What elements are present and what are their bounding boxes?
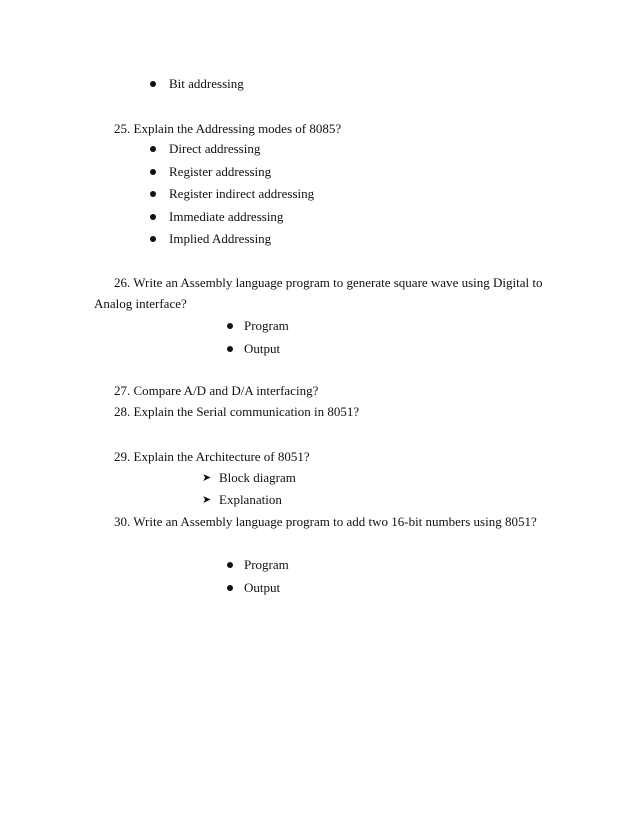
list-item: Immediate addressing xyxy=(169,209,284,224)
question-25: 25. Explain the Addressing modes of 8085? xyxy=(114,121,342,136)
question-28: 28. Explain the Serial communication in 8051? xyxy=(114,404,360,419)
arrow-bullet-icon: ➤ xyxy=(202,493,212,506)
bullet-icon xyxy=(227,562,233,568)
question-26-continuation: Analog interface? xyxy=(94,296,187,311)
list-item: Output xyxy=(244,341,281,356)
bullet-icon xyxy=(150,81,156,87)
list-item: Bit addressing xyxy=(169,76,244,91)
list-item: Explanation xyxy=(219,492,282,507)
bullet-icon xyxy=(227,585,233,591)
bullet-icon xyxy=(150,236,156,242)
list-item: Program xyxy=(244,557,289,572)
bullet-icon xyxy=(227,346,233,352)
bullet-icon xyxy=(150,169,156,175)
question-27: 27. Compare A/D and D/A interfacing? xyxy=(114,383,319,398)
list-item: Output xyxy=(244,580,281,595)
bullet-icon xyxy=(150,214,156,220)
bullet-icon xyxy=(150,191,156,197)
list-item: Program xyxy=(244,318,289,333)
list-item: Implied Addressing xyxy=(169,231,272,246)
question-29: 29. Explain the Architecture of 8051? xyxy=(114,449,310,464)
list-item: Direct addressing xyxy=(169,141,261,156)
question-26: 26. Write an Assembly language program to generate square wave using Digital to xyxy=(114,275,543,290)
list-item: Block diagram xyxy=(219,470,296,485)
list-item: Register indirect addressing xyxy=(169,186,315,201)
bullet-icon xyxy=(227,323,233,329)
question-30: 30. Write an Assembly language program to add two 16-bit numbers using 8051? xyxy=(114,514,537,529)
bullet-icon xyxy=(150,146,156,152)
list-item: Register addressing xyxy=(169,164,272,179)
arrow-bullet-icon: ➤ xyxy=(202,471,212,484)
